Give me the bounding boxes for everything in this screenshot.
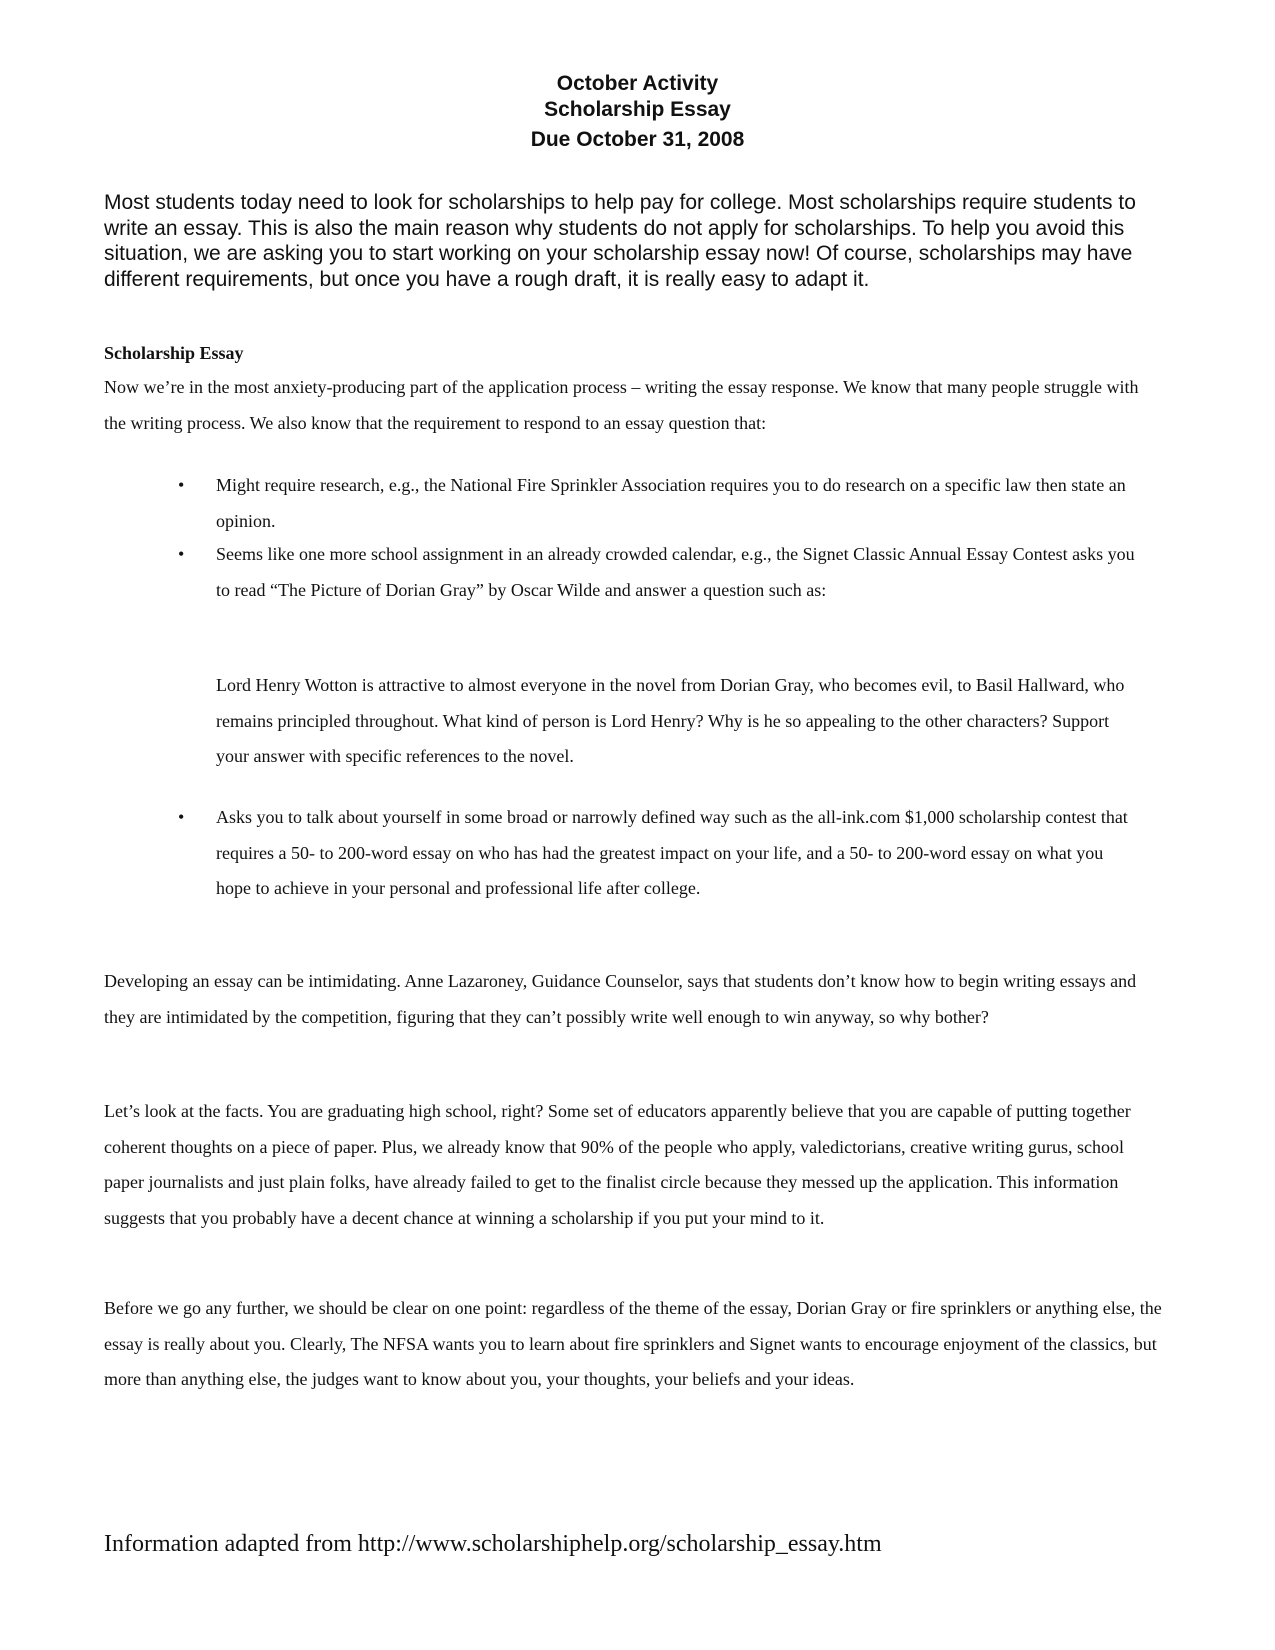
title-line-2: Scholarship Essay bbox=[544, 98, 731, 121]
essay-prompt-quote: Lord Henry Wotton is attractive to almost everyone in the novel from Dorian Gray, who becomes evil, to Basil Hallward, who remains principled throughout. What kind of person is Lord Henry? Why is he so appealing to the other characters? Support your answer with specific references to the novel. bbox=[216, 675, 1125, 766]
due-date: Due October 31, 2008 bbox=[530, 128, 745, 151]
section-heading: Scholarship Essay bbox=[104, 343, 244, 363]
bullet-item-1: Might require research, e.g., the National Fire Sprinkler Association requires you to do research on a specific law then state an opinion. bbox=[216, 475, 1126, 531]
bullet-marker-1: • bbox=[178, 475, 185, 495]
source-footer: Information adapted from http://www.scholarshiphelp.org/scholarship_essay.htm bbox=[104, 1531, 882, 1557]
bullet-item-3: Asks you to talk about yourself in some broad or narrowly defined way such as the all-ink.com $1,000 scholarship contest that requires a 50- to 200-word essay on who has had the greatest impact on your life, and a 50- to 200-word essay on what you hope to achieve in your personal and professional life after college. bbox=[216, 807, 1128, 898]
bullet-item-2: Seems like one more school assignment in an already crowded calendar, e.g., the Signet Classic Annual Essay Contest asks you to read “The Picture of Dorian Gray” by Oscar Wilde and answer a question such as: bbox=[216, 544, 1135, 600]
bullet-marker-3: • bbox=[178, 807, 185, 827]
paragraph-3: Let’s look at the facts. You are graduating high school, right? Some set of educators apparently believe that you are capable of putting together coherent thoughts on a piece of paper. Plus, we already know that 90% of the people who apply, valedictorians, creative writing gurus, school paper journalists and just plain folks, have already failed to get to the finalist circle because they messed up the application. This information suggests that you probably have a decent chance at winning a scholarship if you put your mind to it. bbox=[104, 1101, 1131, 1228]
paragraph-1: Now we’re in the most anxiety-producing part of the application process – writing the essay response. We know that many people struggle with the writing process. We also know that the requirement to respond to an essay question that: bbox=[104, 377, 1139, 433]
bullet-marker-2: • bbox=[178, 544, 185, 564]
title-line-1: October Activity bbox=[556, 72, 719, 95]
paragraph-2: Developing an essay can be intimidating. Anne Lazaroney, Guidance Counselor, says that students don’t know how to begin writing essays and they are intimidated by the competition, figuring that they can’t possibly write well enough to win anyway, so why bother? bbox=[104, 971, 1137, 1027]
intro-paragraph: Most students today need to look for scholarships to help pay for college. Most scholarships require students to write an essay. This is also the main reason why students do not apply for scholarships. To help you avoid this situation, we are asking you to start working on your scholarship essay now! Of course, scholarships may have different requirements, but once you have a rough draft, it is really easy to adapt it. bbox=[104, 191, 1136, 291]
paragraph-4: Before we go any further, we should be clear on one point: regardless of the theme of the essay, Dorian Gray or fire sprinklers or anything else, the essay is really about you. Clearly, The NFSA wants you to learn about fire sprinklers and Signet wants to encourage enjoyment of the classics, but more than anything else, the judges want to know about you, your thoughts, your beliefs and your ideas. bbox=[104, 1298, 1162, 1389]
